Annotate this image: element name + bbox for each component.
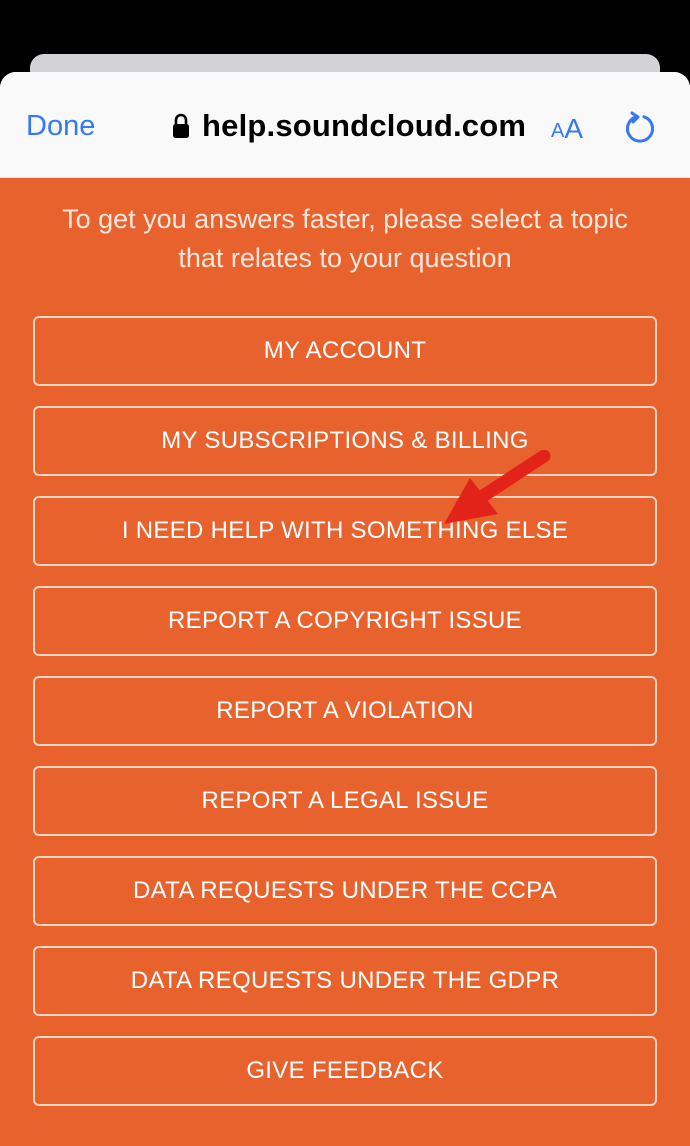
topic-button-copyright-issue[interactable]: REPORT A COPYRIGHT ISSUE (33, 586, 657, 656)
topic-button-legal-issue[interactable]: REPORT A LEGAL ISSUE (33, 766, 657, 836)
text-size-button[interactable] (551, 106, 583, 146)
address-bar[interactable] (172, 106, 526, 146)
browser-toolbar (0, 72, 690, 178)
topic-button-subscriptions-billing[interactable]: MY SUBSCRIPTIONS & BILLING (33, 406, 657, 476)
topic-button-ccpa[interactable]: DATA REQUESTS UNDER THE CCPA (33, 856, 657, 926)
reload-icon[interactable] (622, 110, 658, 146)
lock-icon (172, 113, 190, 139)
help-page-content (0, 178, 690, 1146)
done-button[interactable]: Done (26, 110, 96, 142)
topic-button-my-account[interactable]: MY ACCOUNT (33, 316, 657, 386)
topic-button-something-else[interactable]: I NEED HELP WITH SOMETHING ELSE (33, 496, 657, 566)
text-size-small-a: A (551, 120, 565, 142)
topic-button-gdpr[interactable]: DATA REQUESTS UNDER THE GDPR (33, 946, 657, 1016)
red-arrow-annotation (440, 450, 552, 530)
topic-button-give-feedback[interactable]: GIVE FEEDBACK (33, 1036, 657, 1106)
browser-sheet (0, 72, 690, 1146)
intro-text: To get you answers faster, please select a topic that relates to your question (62, 204, 628, 273)
url-text: help.soundcloud.com (202, 108, 527, 143)
text-size-large-a: A (564, 113, 584, 144)
topic-button-violation[interactable]: REPORT A VIOLATION (33, 676, 657, 746)
